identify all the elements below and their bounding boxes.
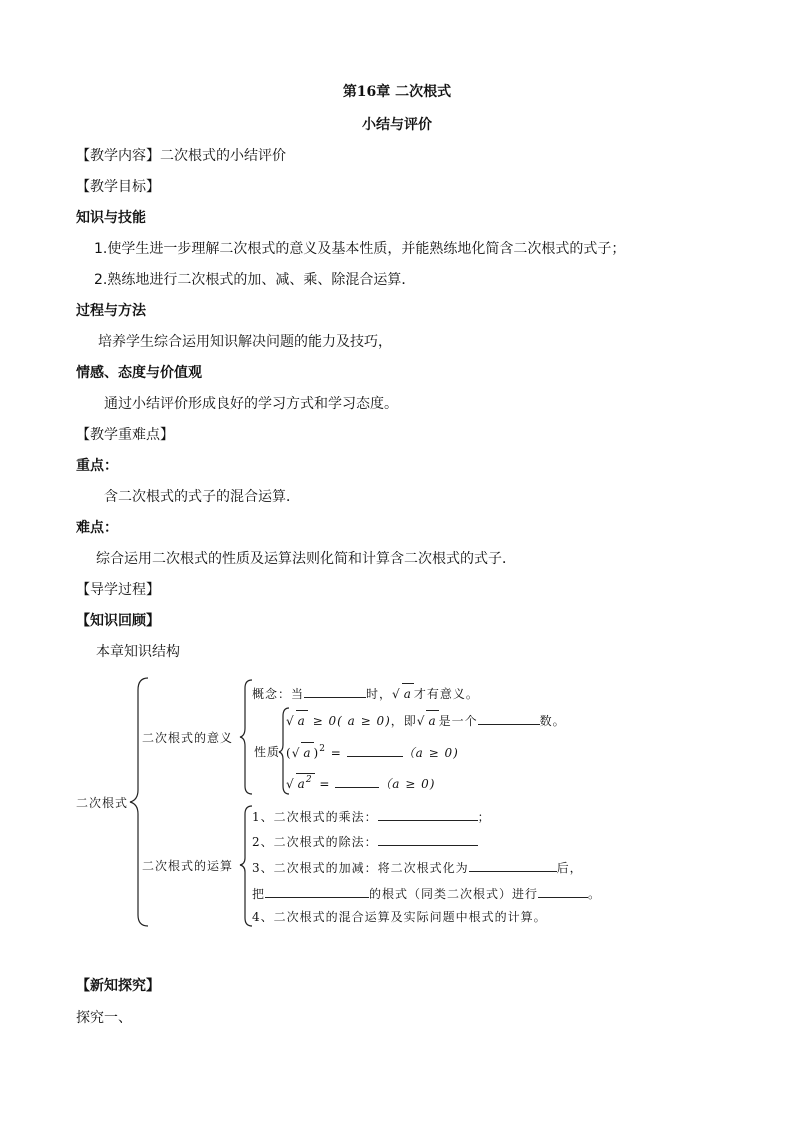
concept-suffix-b: 才有意义。 — [413, 687, 479, 701]
root-brace — [130, 678, 148, 926]
op-line-1 — [252, 806, 491, 827]
prop1-end-a: 是一个 — [438, 714, 478, 728]
op3b-mid: 的根式（同类二次根式）进行 — [369, 887, 539, 901]
concept-suffix-a: 时， — [366, 687, 393, 701]
operations-branch: 二次根式的运算 — [142, 859, 234, 873]
difficulty-heading: 难点： — [76, 520, 118, 536]
diagram-root: 二次根式 — [76, 796, 129, 810]
op3b-blank-2[interactable] — [538, 883, 588, 898]
prop1-end-b: 数。 — [539, 714, 566, 728]
property-label: 性质 — [254, 745, 281, 759]
prop3-blank[interactable] — [335, 773, 379, 788]
process-text: 培养学生综合运用知识解决问题的能力及技巧， — [98, 334, 392, 350]
op-line-3b — [252, 883, 601, 904]
property-line-1: √ a ≥ 0( a ≥ 0)，即√ a 是一个 数。 — [286, 710, 566, 731]
op1-end: ； — [477, 810, 491, 824]
chapter-title: 第16章 二次根式 — [342, 84, 452, 100]
op3-end: 后， — [556, 861, 583, 875]
process-heading: 过程与方法 — [76, 303, 146, 319]
difficulty-text: 综合运用二次根式的性质及运算法则化简和计算含二次根式的式子． — [96, 551, 516, 567]
meaning-branch: 二次根式的意义 — [142, 731, 234, 745]
op3-text: 3、二次根式的加减：将二次根式化为 — [252, 861, 469, 875]
emotion-heading: 情感、态度与价值观 — [76, 365, 202, 381]
prop1-blank[interactable] — [478, 710, 540, 725]
structure-text: 本章知识结构 — [96, 644, 180, 660]
op3b-end: 。 — [588, 887, 602, 901]
key-text: 含二次根式的式子的混合运算． — [104, 489, 300, 505]
op2-blank[interactable] — [378, 831, 478, 846]
goals-label: 【教学目标】 — [76, 179, 160, 195]
concept-blank[interactable] — [304, 683, 366, 698]
op-line-2 — [252, 831, 478, 852]
knowledge-heading: 知识与技能 — [76, 210, 146, 226]
property-line-3: √ $a^2 = (a \ge 0)$ — [286, 773, 435, 796]
goal-item-2: 2.熟练地进行二次根式的加、减、乘、除混合运算． — [94, 272, 416, 288]
operations-brace — [240, 806, 252, 926]
meaning-brace — [240, 680, 252, 794]
guide-label: 【导学过程】 — [76, 582, 160, 598]
content-text: 二次根式的小结评价 — [160, 148, 286, 164]
prop2-blank[interactable] — [347, 742, 403, 757]
lesson-title: 小结与评价 — [362, 117, 432, 133]
op1-blank[interactable] — [378, 806, 478, 821]
op-line-3 — [252, 857, 583, 878]
content-label: 【教学内容】 — [76, 148, 160, 164]
review-heading: 【知识回顾】 — [76, 613, 160, 629]
op-line-4: 4、二次根式的混合运算及实际问题中根式的计算。 — [252, 910, 547, 924]
explore-heading: 【新知探究】 — [76, 978, 160, 994]
op3b-start: 把 — [252, 887, 266, 901]
op3b-blank-1[interactable] — [265, 883, 369, 898]
explore-item-1: 探究一、 — [76, 1010, 132, 1026]
concept-line: 概念：当 时，√ a 才有意义。 — [252, 683, 479, 704]
op1-text: 1、二次根式的乘法： — [252, 810, 378, 824]
op3-blank[interactable] — [469, 857, 557, 872]
key-heading: 重点： — [76, 458, 118, 474]
goal-item-1: 1.使学生进一步理解二次根式的意义及基本性质，并能熟练地化简含二次根式的式子； — [94, 241, 626, 257]
property-line-2: (√ a )$^2$ = （a ≥ 0) — [286, 742, 459, 765]
emotion-text: 通过小结评价形成良好的学习方式和学习态度。 — [104, 396, 398, 412]
op2-text: 2、二次根式的除法： — [252, 835, 378, 849]
prop1-mid: ，即 — [390, 714, 417, 728]
keypoints-label: 【教学重难点】 — [76, 427, 174, 443]
concept-prefix: 概念：当 — [252, 687, 305, 701]
